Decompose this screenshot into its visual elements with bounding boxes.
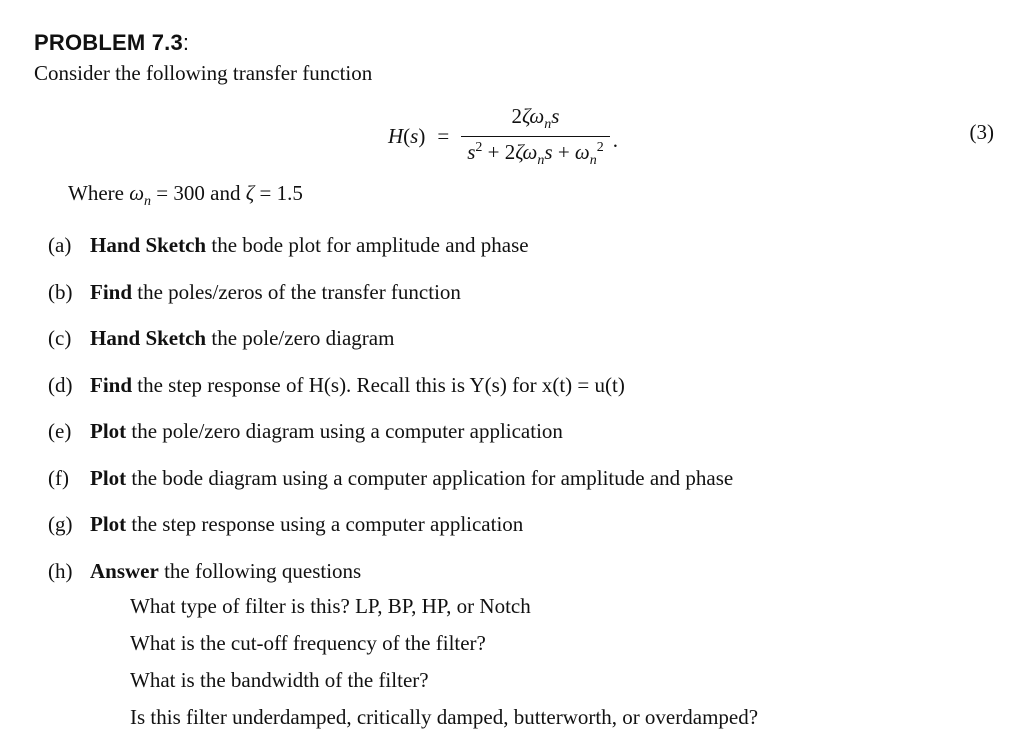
question-item: What is the bandwidth of the filter? (130, 668, 429, 692)
equation-fraction (461, 104, 610, 169)
task-item (48, 280, 733, 327)
conditions-conj: and (210, 181, 241, 205)
zeta-value: = 1.5 (259, 181, 303, 205)
task-text: the step response using a computer application (131, 512, 524, 536)
conditions-line (68, 181, 303, 210)
task-verb: Hand Sketch (90, 233, 207, 257)
task-verb: Plot (90, 465, 127, 490)
task-label: (c) (48, 326, 72, 350)
problem-title (34, 30, 189, 56)
task-verb: Plot (90, 512, 127, 536)
question-item: What is the cut-off frequency of the filter? (130, 631, 486, 655)
transfer-function-equation (388, 104, 618, 169)
task-label: (g) (48, 512, 73, 536)
problem-intro: Consider the following transfer function (34, 61, 373, 85)
task-item (48, 326, 733, 373)
problem-title-text: PROBLEM 7.3 (34, 30, 183, 55)
task-verb: Hand Sketch (90, 326, 207, 350)
equation-period: . (612, 128, 618, 153)
task-label: (d) (48, 372, 73, 397)
wn-symbol: $\omega_n$ (129, 181, 152, 210)
question-list (130, 594, 758, 742)
equation-lhs: H(s) (388, 124, 426, 149)
task-item (48, 233, 733, 280)
task-verb: Find (90, 279, 133, 304)
task-text: the step response of H(s). Recall this is Y(s) for x(t) = u(t) (137, 372, 625, 397)
task-label: (b) (48, 279, 73, 304)
equation-number: (3) (969, 120, 994, 144)
equation-numerator: $2\zeta\omega_ns$ (511, 104, 560, 133)
zeta-symbol: ζ (245, 181, 255, 205)
wn-value: = 300 (156, 181, 205, 205)
task-label: (a) (48, 233, 72, 257)
task-item (48, 419, 733, 466)
task-text: the bode plot for amplitude and phase (211, 233, 529, 257)
task-verb: Plot (90, 419, 127, 443)
question-item: Is this filter underdamped, critically damped, butterworth, or overdamped? (130, 705, 759, 729)
task-label: (h) (48, 558, 73, 583)
task-item (48, 373, 733, 420)
task-item (48, 466, 733, 513)
task-text: the pole/zero diagram (211, 326, 395, 350)
problem-title-colon: : (182, 30, 190, 55)
task-text: the bode diagram using a computer application for amplitude and phase (131, 465, 734, 490)
equation-equals: = (437, 124, 450, 149)
conditions-prefix: Where (68, 181, 124, 205)
task-list (48, 233, 733, 605)
task-text: the pole/zero diagram using a computer application (131, 419, 563, 443)
task-text: the following questions (164, 558, 362, 583)
task-verb: Answer (90, 558, 159, 583)
task-item (48, 512, 733, 559)
task-label: (f) (48, 465, 69, 490)
question-item: What type of filter is this? LP, BP, HP, or Notch (130, 594, 531, 618)
equation-denominator: $s^2 + 2\zeta\omega_ns + \omega_n^2$ (467, 140, 604, 169)
task-label: (e) (48, 419, 72, 443)
task-text: the poles/zeros of the transfer function (137, 279, 461, 304)
task-verb: Find (90, 372, 133, 397)
